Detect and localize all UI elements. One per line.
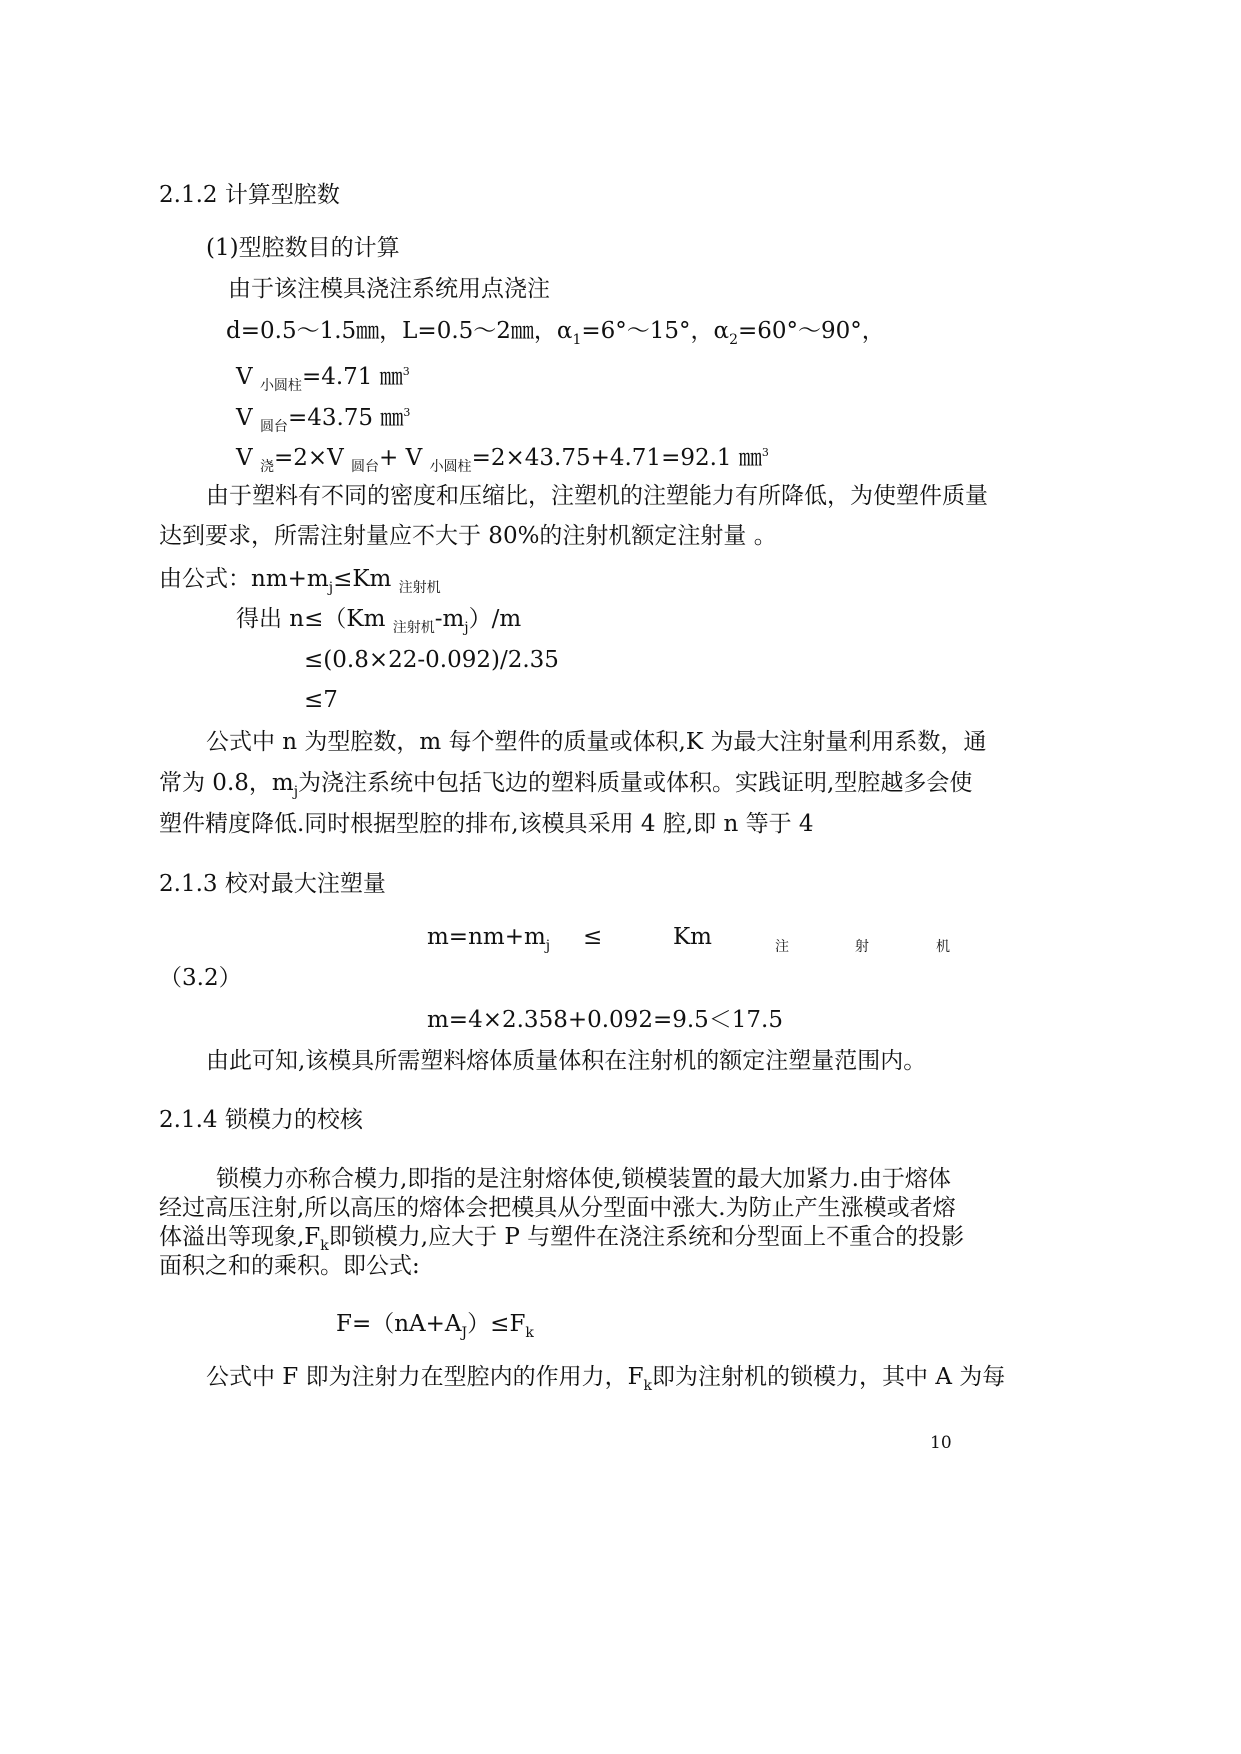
equation-km: Km <box>673 924 712 950</box>
equation-subscript-char: 射 <box>855 939 869 955</box>
formula-line: 得出 n≤（Km $_{注射机}-m_j)/m$ <box>236 606 522 636</box>
paragraph-line: 体溢出等现象$,F_k$即锁模力,应大于 P 与塑件在浇注系统和分型面上不重合的投影 <box>159 1224 965 1254</box>
paragraph-line: 塑件精度降低.同时根据型腔的排布,该模具采用 4 腔,即 n 等于 4 <box>159 811 814 837</box>
gate-type-text: 由于该注模具浇注系统用点浇注 <box>228 276 550 302</box>
calculation-line: m=4×2.358+0.092=9.5＜17.5 <box>427 1007 784 1033</box>
paragraph-line: 公式中 F 即为注射力在型腔内的作用力，$F_k$即为注射机的锁模力，其中 A 为每 <box>206 1364 1006 1394</box>
equation-subscript-char: 注 <box>775 939 789 955</box>
section-heading-2-1-4: 2.1.4 锁模力的校核 <box>159 1107 363 1133</box>
section-heading-2-1-3: 2.1.3 校对最大注塑量 <box>159 871 386 897</box>
conclusion-line: 由此可知,该模具所需塑料熔体质量体积在注射机的额定注塑量范围内。 <box>206 1048 927 1074</box>
volume-frustum: V $_{圆台}$=43.75 ㎜$^3$ <box>236 405 411 435</box>
formula-line: 由公式：$nm+m_j\le Km$ $_{注射机}$ <box>159 566 441 596</box>
formula-line: ≤7 <box>304 687 338 713</box>
section-heading-2-1-2: 2.1.2 计算型腔数 <box>159 182 340 208</box>
paragraph-line: 面积之和的乘积。即公式: <box>159 1253 420 1279</box>
paragraph-line: 经过高压注射,所以高压的熔体会把模具从分型面中涨大.为防止产生涨模或者熔 <box>159 1195 956 1221</box>
volume-small-cylinder: V $_{小圆柱}$=4.71 ㎜$^3$ <box>236 364 410 394</box>
item-cavity-count-calc: (1)型腔数目的计算 <box>206 235 400 261</box>
equation-le-sign: ≤ <box>583 924 603 950</box>
page-number: 10 <box>930 1433 952 1453</box>
paragraph-line: 由于塑料有不同的密度和压缩比，注塑机的注塑能力有所降低，为使塑件质量 <box>206 483 988 509</box>
clamping-force-formula: $F=(nA+A_J)\le F_k$ <box>336 1311 534 1341</box>
volume-sprue-total: V $_浇$=2×V $_{圆台}$+ V $_{小圆柱}$=2×43.75+4.71=92.1 ㎜$^3$ <box>236 445 769 475</box>
paragraph-line: 公式中 n 为型腔数，m 每个塑件的质量或体积,K 为最大注射量利用系数，通 <box>206 729 987 755</box>
equation-3-2-left: $m=nm+m_j$ <box>427 924 551 954</box>
paragraph-line: 达到要求，所需注射量应不大于 80%的注射机额定注射量 。 <box>159 523 777 549</box>
gate-parameters: d=0.5～1.5㎜，L=0.5～2㎜，$\alpha_1=6^\circ\sim 15^\circ$，$\alpha_2=60^\circ\sim 90^\circ$， <box>226 318 885 348</box>
formula-line: ≤(0.8×22-0.092)/2.35 <box>304 647 559 673</box>
paragraph-line: 锁模力亦称合模力,即指的是注射熔体使,锁模装置的最大加紧力.由于熔体 <box>216 1166 951 1192</box>
paragraph-line: 常为 0.8，$m_j$为浇注系统中包括飞边的塑料质量或体积。实践证明,型腔越多会使 <box>159 770 973 800</box>
equation-subscript-char: 机 <box>936 939 950 955</box>
equation-number: （3.2） <box>159 965 242 991</box>
